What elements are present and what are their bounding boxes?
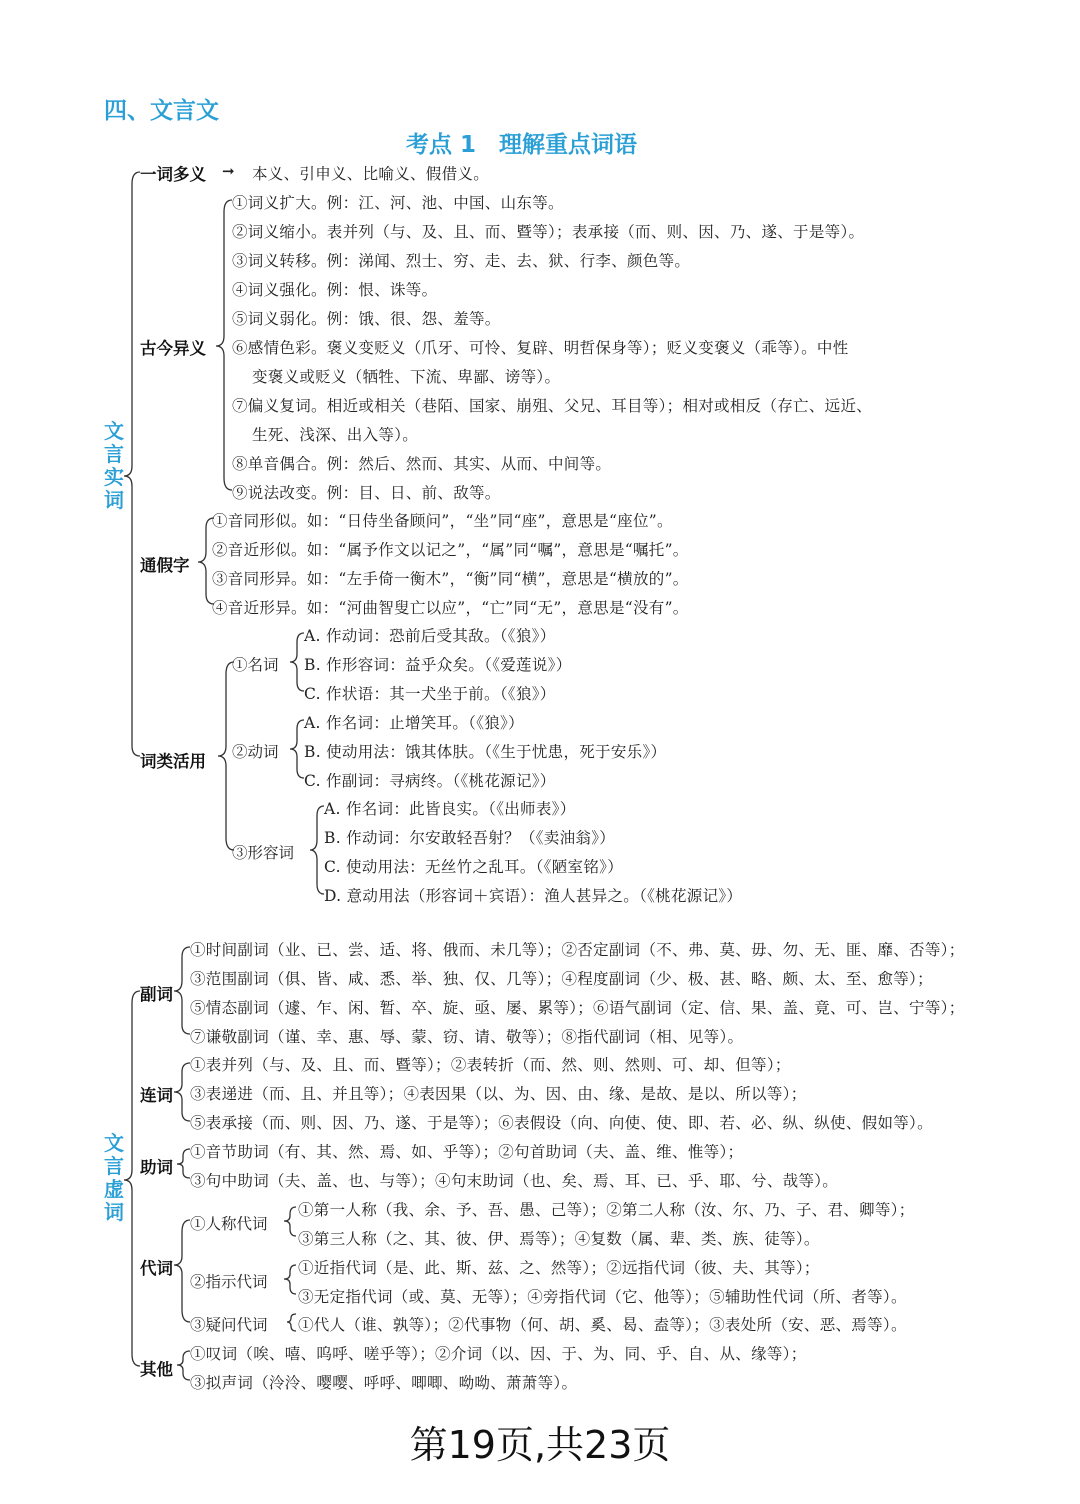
mingci-line: C. 作状语：其一犬坐于前。（《狼》） xyxy=(304,685,556,703)
brace-gujin xyxy=(216,200,232,490)
brace-renchen xyxy=(284,1207,296,1236)
brace-qita xyxy=(177,1351,190,1380)
gujin-line: ①词义扩大。例：江、河、池、中国、山东等。 xyxy=(232,194,564,212)
brace-xingrong xyxy=(310,806,324,894)
dongci-label: ②动词 xyxy=(232,743,279,761)
tongjia-line: ③音同形异。如：“左手倚一衡木”，“衡”同“横”，意思是“横放的”。 xyxy=(212,570,689,588)
brace-lianci xyxy=(174,1063,190,1121)
section-title: 四、文言文 xyxy=(104,98,219,124)
brace-zhuci xyxy=(177,1149,190,1178)
qita-line: ③拟声词（泠泠、嘤嘤、呼呼、唧唧、呦呦、萧萧等）。 xyxy=(190,1374,578,1392)
xuci-label: 文言虚词 xyxy=(104,1131,124,1224)
kaodian-title: 考点 1 理解重点词语 xyxy=(406,132,638,158)
tongjia-line: ①音同形似。如：“日侍坐备顾问”，“坐”同“座”，意思是“座位”。 xyxy=(212,512,673,530)
brace-xuci xyxy=(124,991,140,1366)
gujin-line: ⑦偏义复词。相近或相关（巷陌、国家、崩殂、父兄、耳目等）；相对或相反（存亡、远近、 xyxy=(232,397,873,415)
brace-mingci xyxy=(290,633,304,691)
renchen-line: ③第三人称（之、其、彼、伊、焉等）；④复数（属、辈、类、族、徒等）。 xyxy=(298,1230,820,1248)
zhuci-line: ①音节助词（有、其、然、焉、如、乎等）；②句首助词（夫、盖、维、惟等）； xyxy=(190,1143,744,1161)
yiciduoyi-text: 本义、引申义、比喻义、假借义。 xyxy=(252,165,490,183)
brace-dongci xyxy=(290,720,304,778)
zhuci-label: 助词 xyxy=(140,1158,173,1177)
dongci-line: C. 作副词：寻病终。（《桃花源记》） xyxy=(304,772,556,790)
gujin-line: ④词义强化。例：恨、诛等。 xyxy=(232,281,438,299)
lianci-line: ①表并列（与、及、且、而、暨等）；②表转折（而、然、则、然则、可、却、但等）； xyxy=(190,1056,791,1074)
zhishi-label: ②指示代词 xyxy=(190,1273,268,1291)
fuci-label: 副词 xyxy=(140,985,173,1004)
brace-yiwen xyxy=(287,1314,296,1331)
brace-zhishi xyxy=(284,1265,296,1294)
xingrong-label: ③形容词 xyxy=(232,844,295,862)
xingrong-line: C. 使动用法：无丝竹之乱耳。（《陋室铭》） xyxy=(324,858,624,876)
gujin-line: ⑨说法改变。例：目、日、前、敌等。 xyxy=(232,484,501,502)
tongjia-line: ②音近形似。如：“属予作文以记之”，“属”同“嘱”，意思是“嘱托”。 xyxy=(212,541,689,559)
brace-shici xyxy=(124,172,140,756)
dongci-line: A. 作名词：止增笑耳。（《狼》） xyxy=(304,714,524,732)
fuci-line: ①时间副词（业、已、尝、适、将、俄而、未几等）；②否定副词（不、弗、莫、毋、勿、无、匪、靡、否等）； xyxy=(190,941,965,959)
gujin-line: ⑥感情色彩。褒义变贬义（爪牙、可怜、复辟、明哲保身等）；贬义变褒义（乖等）。中性 xyxy=(232,339,849,357)
fuci-line: ⑤情态副词（遽、乍、闲、暂、卒、旋、亟、屡、累等）；⑥语气副词（定、信、果、盖、竟、可、岂、宁等）； xyxy=(190,999,965,1017)
mingci-line: A. 作动词：恐前后受其敌。（《狼》） xyxy=(304,627,556,645)
zhuci-line: ③句中助词（夫、盖、也、与等）；④句末助词（也、矣、焉、耳、已、乎、耶、兮、哉等）。 xyxy=(190,1172,839,1190)
zhishi-line: ①近指代词（是、此、斯、兹、之、然等）；②远指代词（彼、夫、其等）； xyxy=(298,1259,820,1277)
yiwen-line: ①代人（谁、孰等）；②代事物（何、胡、奚、曷、盍等）；③表处所（安、恶、焉等）。 xyxy=(298,1316,907,1334)
xingrong-line: D. 意动用法（形容词＋宾语）：渔人甚异之。（《桃花源记》） xyxy=(324,887,743,905)
mingci-line: B. 作形容词：益乎众矣。（《爱莲说》） xyxy=(304,656,572,674)
qita-label: 其他 xyxy=(140,1360,173,1379)
brace-daici xyxy=(174,1220,190,1322)
tongjia-label: 通假字 xyxy=(140,556,190,575)
gujin-line: ③词义转移。例：涕闻、烈士、穷、走、去、狱、行李、颜色等。 xyxy=(232,252,691,270)
xingrong-line: B. 作动词：尔安敢轻吾射？（《卖油翁》） xyxy=(324,829,616,847)
qita-line: ①叹词（唉、嘻、呜呼、嗟乎等）；②介词（以、因、于、为、同、乎、自、从、缘等）； xyxy=(190,1345,807,1363)
page-footer: 第19页,共23页 xyxy=(409,1423,671,1467)
gujin-line: ②词义缩小。表并列（与、及、且、而、暨等）；表承接（而、则、因、乃、遂、于是等）。 xyxy=(232,223,865,241)
brace-fuci xyxy=(174,947,190,1034)
dongci-line: B. 使动用法：饿其体肤。（《生于忧患，死于安乐》） xyxy=(304,743,667,761)
gujin-label: 古今异义 xyxy=(140,339,206,358)
gujin-line: 生死、浅深、出入等）。 xyxy=(252,426,419,444)
renchen-line: ①第一人称（我、余、予、吾、愚、己等）；②第二人称（汝、尔、乃、子、君、卿等）； xyxy=(298,1201,915,1219)
fuci-line: ③范围副词（俱、皆、咸、悉、举、独、仅、几等）；④程度副词（少、极、甚、略、颇、太、至、愈等）； xyxy=(190,970,933,988)
gujin-line: ⑤词义弱化。例：饿、很、怨、羞等。 xyxy=(232,310,501,328)
huoyong-label: 词类活用 xyxy=(140,752,206,771)
lianci-label: 连词 xyxy=(140,1086,173,1105)
shici-label: 文言实词 xyxy=(104,419,124,512)
arrow-icon: ➞ xyxy=(222,162,235,180)
lianci-line: ③表递进（而、且、并且等）；④表因果（以、为、因、由、缘、是故、是以、所以等）； xyxy=(190,1085,807,1103)
renchen-label: ①人称代词 xyxy=(190,1215,268,1233)
fuci-line: ⑦谦敬副词（谨、幸、惠、辱、蒙、窃、请、敬等）；⑧指代副词（相、见等）。 xyxy=(190,1028,744,1046)
gujin-line: 变褒义或贬义（牺牲、下流、卑鄙、谤等）。 xyxy=(252,368,561,386)
yiwen-label: ③疑问代词 xyxy=(190,1316,268,1334)
daici-label: 代词 xyxy=(140,1259,173,1278)
yiciduoyi-label: 一词多义 xyxy=(140,165,206,184)
mingci-label: ①名词 xyxy=(232,656,279,674)
gujin-line: ⑧单音偶合。例：然后、然而、其实、从而、中间等。 xyxy=(232,455,612,473)
zhishi-line: ③无定指代词（或、莫、无等）；④旁指代词（它、他等）；⑤辅助性代词（所、者等）。 xyxy=(298,1288,907,1306)
xingrong-line: A. 作名词：此皆良实。（《出师表》） xyxy=(324,800,576,818)
lianci-line: ⑤表承接（而、则、因、乃、遂、于是等）；⑥表假设（向、向使、使、即、若、必、纵、纵使、假如等）。 xyxy=(190,1114,933,1132)
tongjia-line: ④音近形异。如：“河曲智叟亡以应”，“亡”同“无”，意思是“没有”。 xyxy=(212,599,689,617)
